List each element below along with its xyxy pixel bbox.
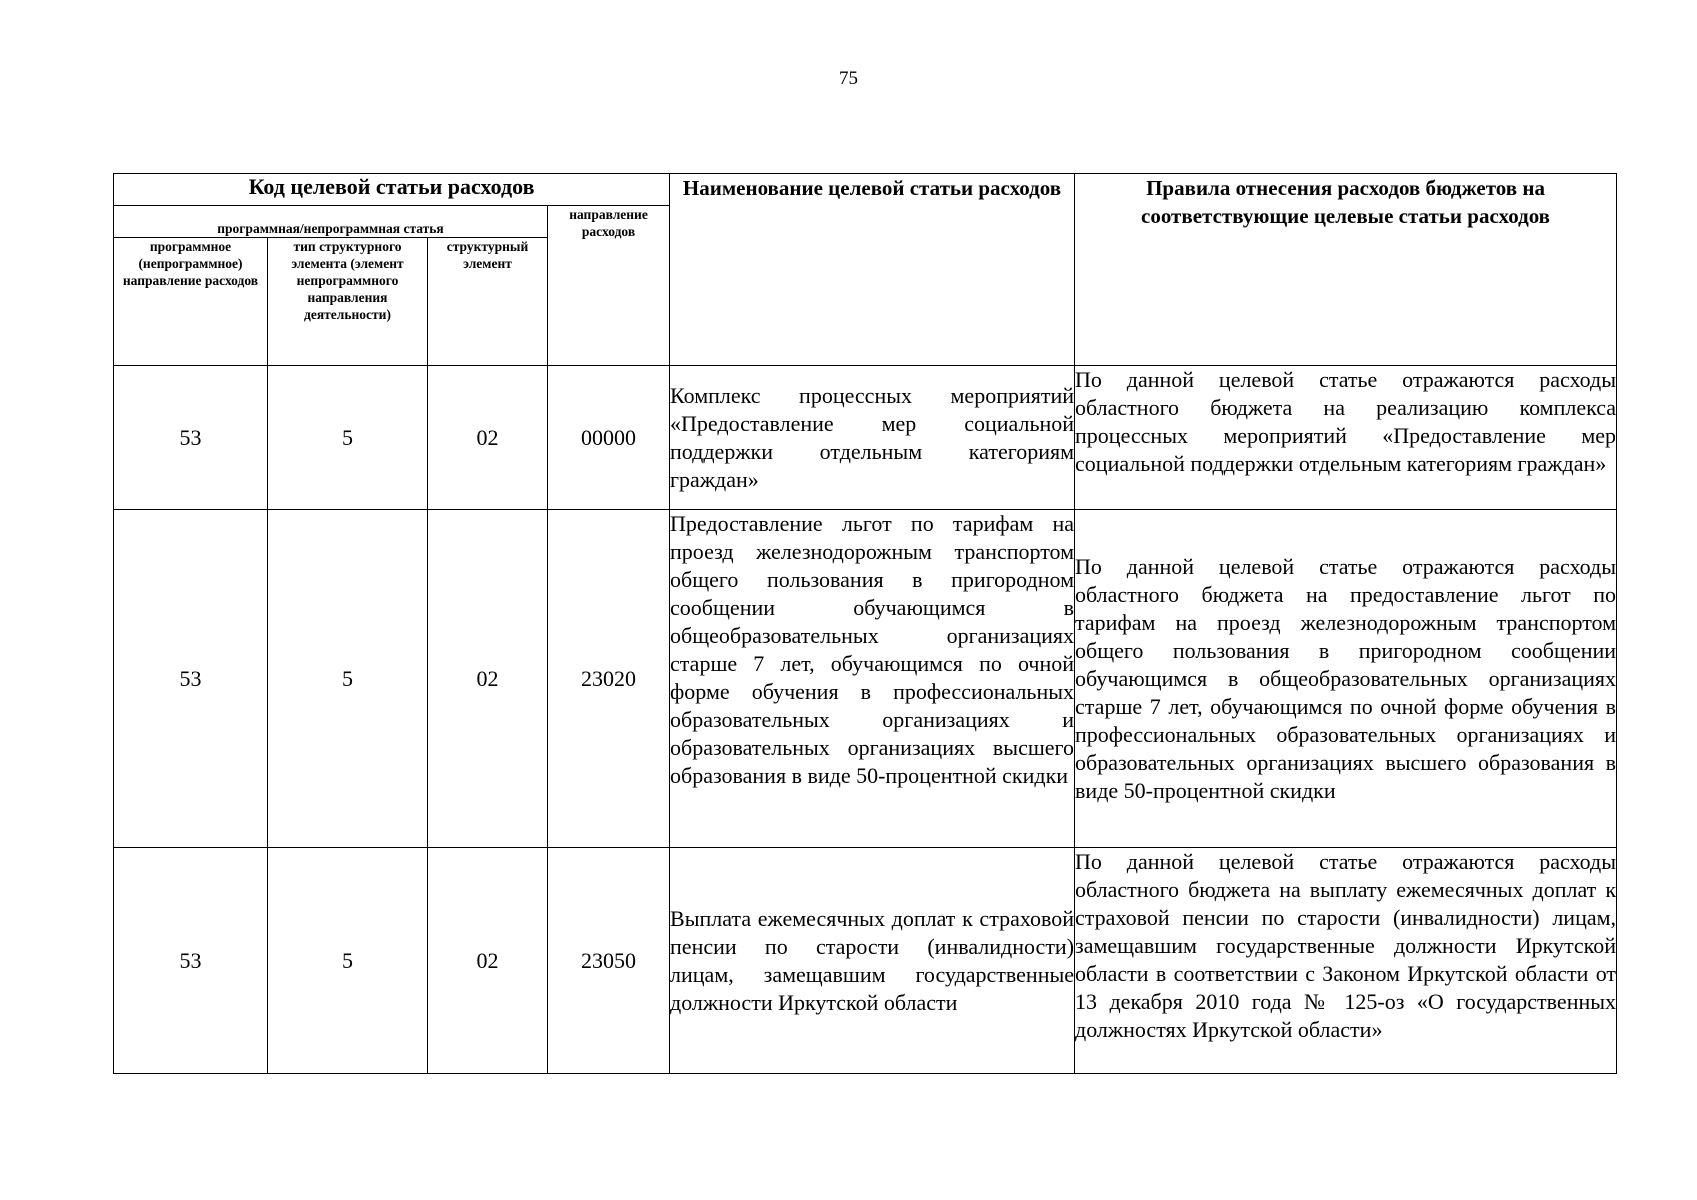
rules-column-header: Правила отнесения расходов бюджетов на соответствующие целевые статьи расходов: [1075, 174, 1617, 366]
article-rule-cell: По данной целевой статье отражаются расходы областного бюджета на предоставление льгот по тарифам на проезд железнодорожным транспортом общего пользования в пригородном сообщении обучающимся в общеобразовательных организациях старше 7 лет, обучающимся по очной форме обучения в профессиональных образовательных организациях и образовательных организациях высшего образования в виде 50-процентной скидки: [1075, 510, 1617, 848]
direction-code-cell: 00000: [548, 366, 670, 510]
program-code-cell: 53: [114, 366, 268, 510]
program-direction-header: программное (непрограммное) направление расходов: [114, 238, 268, 366]
article-rule-cell: По данной целевой статье отражаются расходы областного бюджета на реализацию комплекса процессных мероприятий «Предоставление мер социальной поддержки отдельным категориям граждан»: [1075, 366, 1617, 510]
article-rule-cell: По данной целевой статье отражаются расходы областного бюджета на выплату ежемесячных доплат к страховой пенсии по старости (инвалидности) лицам, замещавшим государственные должности Иркутской области в соответствии с Законом Иркутской области от 13 декабря 2010 года № 125-оз «О государственных должностях Иркутской области»: [1075, 848, 1617, 1074]
type-code-cell: 5: [268, 848, 428, 1074]
type-code-cell: 5: [268, 366, 428, 510]
direction-code-cell: 23020: [548, 510, 670, 848]
article-name-cell: Выплата ежемесячных доплат к страховой пенсии по старости (инвалидности) лицам, замещавшим государственные должности Иркутской области: [670, 848, 1075, 1074]
direction-code-cell: 23050: [548, 848, 670, 1074]
element-code-cell: 02: [428, 510, 548, 848]
type-code-cell: 5: [268, 510, 428, 848]
table-row: [114, 510, 1617, 848]
table-row: [114, 366, 1617, 510]
table-row: [114, 848, 1617, 1074]
element-code-cell: 02: [428, 848, 548, 1074]
element-code-cell: 02: [428, 366, 548, 510]
article-name-cell: Комплекс процессных мероприятий «Предоставление мер социальной поддержки отдельным категориям граждан»: [670, 366, 1075, 510]
program-code-cell: 53: [114, 848, 268, 1074]
name-column-header: Наименование целевой статьи расходов: [670, 174, 1075, 366]
program-code-cell: 53: [114, 510, 268, 848]
element-type-header: тип структурного элемента (элемент непрограммного направления деятельности): [268, 238, 428, 366]
article-name-cell: Предоставление льгот по тарифам на проезд железнодорожным транспортом общего пользования в пригородном сообщении обучающимся в общеобразовательных организациях старше 7 лет, обучающимся по очной форме обучения в профессиональных образовательных организациях и образовательных организациях высшего образования в виде 50-процентной скидки: [670, 510, 1075, 848]
budget-articles-table: [113, 173, 1617, 1074]
structural-element-header: структурный элемент: [428, 238, 548, 366]
direction-header: направление расходов: [548, 206, 670, 366]
page-number: 75: [839, 68, 858, 89]
program-article-header: программная/непрограммная статья: [114, 206, 548, 238]
code-column-header: Код целевой статьи расходов: [114, 174, 670, 206]
